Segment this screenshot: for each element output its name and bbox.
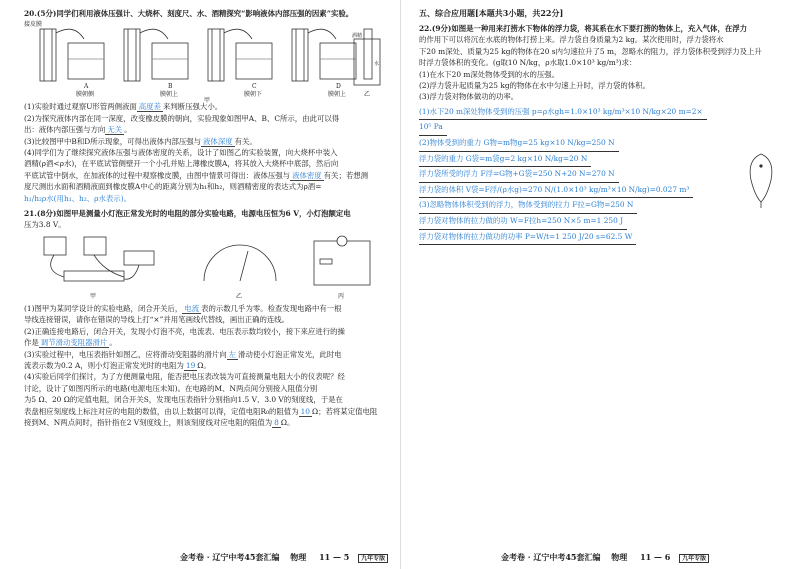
q20-p3: (3)比较图甲中B和D所示现象，可得出液体内部压强与 液体深度 有关。 [24,136,257,146]
q21-figure [24,231,386,303]
q20-p1: (1)实验时通过观察U形管两侧液面 高度差 来判断压强大小。 [24,102,223,112]
footer-subject: 物理 [290,552,307,562]
answer-line-6: 浮力袋的体积 V袋=F浮/(ρ水g)=270 N/(1.0×10³ kg/m³×10 N/kg)=0.027 m³ [419,183,693,199]
label-water: 水 [374,61,380,68]
label-jia-21: 甲 [90,292,97,300]
q21-p1c: 导线连接错误，请你在错误的导线上打“×”并用笔画线代替线，画出正确的连线。 [24,315,290,325]
answer-line-7: (3)忽略物体体积受到的浮力，物体受到的拉力 F拉=G物=250 N [419,198,637,214]
answer-line-8: 浮力袋对物体的拉力做的功 W=F拉h=250 N×5 m=1 250 J [419,214,627,230]
label-C: C [252,83,257,91]
label-D2: 膜朝上 [328,91,347,99]
q22-l7: (3)浮力袋对物体做功的功率。 [419,92,519,102]
q20-p4c: 平底试管中倒水，在加液体的过程中观察橡皮膜，由图中情景可得出：液体压强与 液体密度 有关；若想测 [24,170,369,180]
answer-line-3: (2)物体受到的重力 G物=m物g=25 kg×10 N/kg=250 N [419,136,619,152]
q21-p1: (1)图甲为某同学设计的实验电路，闭合开关后， 电流 表的示数几乎为零。检查发现电路中有一根 [24,303,342,313]
q20-p2b: 出：液体内部压强与方向 无关 。 [24,125,132,135]
q21-p4c: 为5 Ω、20 Ω的定值电阻，闭合开关S，发现电压表指针分别指向1.5 V、3.0 V的刻度线，于是在 [24,395,343,405]
answer-line-5: 浮力袋所受的浮力 F浮=G物+G袋=250 N+20 N=270 N [419,167,619,183]
q21-head: 21.(8分)如图甲是测量小灯泡正常发光时的电阻的部分实验电路，电源电压恒为6 V，小灯泡额定电 [24,209,351,219]
circuit-diagram [24,231,384,303]
label-B: B [168,83,173,91]
q20-head: 20.(5分)同学们利用液体压强计、大烧杯、刻度尺、水、酒精探究“影响液体内部压强的因素”实验。 [24,9,354,18]
label-jia: 甲 [204,97,211,105]
q21-p2a: (2)正确连接电路后，闭合开关，发现小灯泡不亮，电流表、电压表示数均较小，接下来应进行的操 [24,326,345,336]
q21-p4a: (4)实验后同学们探讨，为了方便测量电阻，能否把电压表改装为可直接测量电阻大小的仪表呢？经 [24,372,345,382]
label-yi: 乙 [364,91,371,99]
q21-head2: 压为3.8 V。 [24,220,66,230]
answer-block [419,105,739,245]
q21-p4b: 讨论，设计了如图丙所示的电路(电源电压未知)。在电路的M、N两点间分别接入阻值分别 [24,383,318,393]
answer-line-9: 浮力袋对物体的拉力做功的功率 P=W/t=1 250 J/20 s=62.5 W [419,230,636,246]
answer-line-4: 浮力袋的重力 G袋=m袋g=2 kg×10 N/kg=20 N [419,152,591,168]
footer-logo-right: 九年专版 [679,554,709,563]
label-tube: 接皮膜 [24,21,43,29]
footer-logo: 九年专版 [358,554,388,563]
question-20 [24,8,386,204]
label-D: D [336,83,341,91]
question-22 [419,23,780,103]
q20-p4b: 酒精(ρ酒<ρ水)，在平底试管侧壁开一个小孔并贴上薄橡皮膜A，将其放入大烧杯中底部，然后向 [24,159,339,169]
footer-page: 11 — 5 [319,552,350,562]
label-bing-21: 丙 [338,292,345,300]
label-C2: 膜朝下 [244,91,263,99]
section-title: 五、综合应用题[本题共3小题，共22分] [419,8,564,18]
q20-p2a: (2)为探究液体内部在同一深度，改变橡皮膜的朝向，实验现象如图甲A、B、C所示，由此可以得 [24,113,340,123]
answer-line-2: 10⁵ Pa [419,120,447,136]
answer-line-1: (1)水下20 m深处物体受到的压强 p=ρ水gh=1.0×10³ kg/m³×10 N/kg×20 m=2× [419,105,707,121]
label-bottle: 酒精 [352,33,363,40]
q20-p4f: h₁/h₂ρ水(用h₁、h₂、ρ水表示)。 [24,193,131,203]
q21-p3c: 流表示数为0.2 A，则小灯泡正常发光时的电阻为 19 Ω。 [24,360,211,370]
left-footer [180,552,388,563]
label-A2: 膜朝侧 [76,91,95,99]
footer-subject-right: 物理 [611,552,628,562]
q21-p2b: 作是 调节滑动变阻器滑片 。 [24,338,117,348]
label-A: A [84,83,89,91]
footer-page-right: 11 — 6 [640,552,671,562]
label-yi-21: 乙 [236,292,243,300]
float-bag-diagram [741,150,781,210]
q22-l2: 的作用下可以将沉在水底的物体打捞上来。浮力袋自身质量为2 kg。某次使用时，浮力袋将水 [419,35,724,45]
label-B2: 膜朝上 [160,91,179,99]
q22-l3: 下20 m深处、质量为25 kg的物体在20 s内匀速拉升了5 m，忽略水的阻力，浮力袋体积受到浮力及上升 [419,46,762,56]
q22-l5: (1)在水下20 m深处物体受到的水的压强。 [419,69,560,79]
q21-p4d: 表盘相应刻度线上标注对应的电阻的数值，由以上数据可以得，定值电阻R₀的阻值为 10 Ω；若将某定值电阻 [24,406,378,416]
q20-p4a: (4)同学们为了继续探究液体压强与液体密度的关系，设计了如图乙的实验装置，向大烧杯中装入 [24,148,338,158]
right-page [400,0,800,569]
q22-l6: (2)浮力袋升起质量为25 kg的物体在水中匀速上升时，浮力袋的体积。 [419,81,650,91]
question-21 [24,208,386,428]
footer-book-right: 金考卷 · 辽宁中考45套汇编 [501,552,601,562]
right-footer [501,552,709,563]
q22-l1: 22.(9分)如图是一种用来打捞水下物体的浮力袋，将其系在水下要打捞的物体上，充入气体，在浮力 [419,24,748,33]
q21-p3a: (3)实验过程中，电压表指针如图乙，应将滑动变阻器的滑片向 左 滑动使小灯泡正常发光，此时电 [24,349,342,359]
footer-book: 金考卷 · 辽宁中考45套汇编 [180,552,280,562]
q21-p4f: 接到M、N两点间时，指针指在2 V刻度线上，则该刻度线对应电阻的阻值为 8 Ω。 [24,417,295,427]
q22-l4: 时浮力袋体积的变化。(g取10 N/kg，ρ水取1.0×10³ kg/m³)求： [419,58,637,68]
q20-p4e: 度尺测出水面和酒精液面到橡皮膜A中心的距离分别为h₁和h₂，则酒精密度的表达式为ρ酒= [24,182,322,192]
q20-figure [24,19,386,105]
